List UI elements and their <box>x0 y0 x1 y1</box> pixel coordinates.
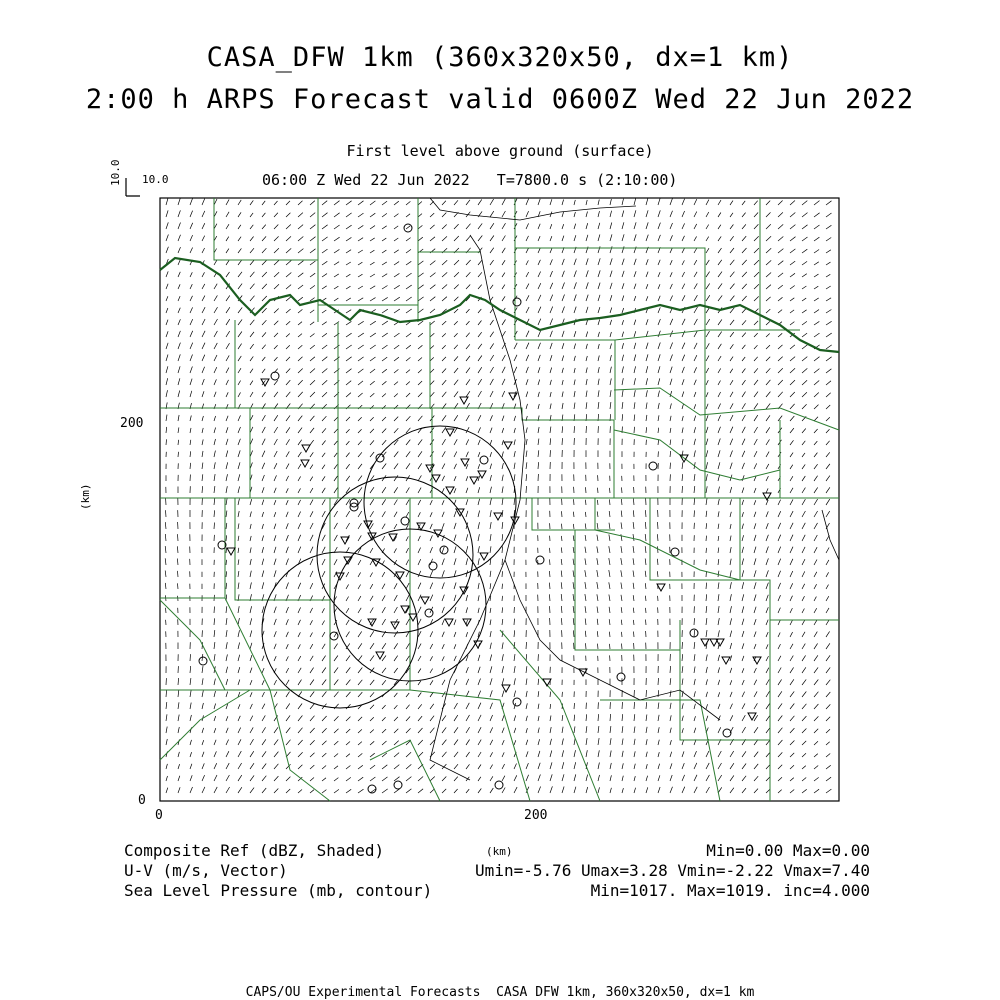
y-axis-label: (km) <box>79 483 92 510</box>
station-triangle-icon <box>446 429 454 436</box>
station-triangle-icon <box>368 619 376 626</box>
station-circle-icon <box>425 609 433 617</box>
station-triangle-icon <box>504 442 512 449</box>
y-tick-200: 200 <box>120 416 144 431</box>
legend-stats-1: Min=0.00 Max=0.00 <box>706 841 870 860</box>
legend-stats-3: Min=1017. Max=1019. inc=4.000 <box>590 881 870 900</box>
time-subtitle: 06:00 Z Wed 22 Jun 2022 T=7800.0 s (2:10:00) <box>262 171 678 189</box>
station-circle-icon <box>271 372 279 380</box>
reference-vector-icon <box>126 178 140 196</box>
station-circle-icon <box>649 462 657 470</box>
station-triangle-icon <box>502 685 510 692</box>
wind-vectors <box>165 198 832 793</box>
x-tick-200: 200 <box>524 808 548 823</box>
legend-field-1: Composite Ref (dBZ, Shaded) <box>124 841 385 860</box>
station-circle-icon <box>513 698 521 706</box>
level-subtitle: First level above ground (surface) <box>346 142 654 160</box>
station-circle-icon <box>199 657 207 665</box>
station-circle-icon <box>429 562 437 570</box>
station-triangle-icon <box>763 493 771 500</box>
station-circle-icon <box>513 298 521 306</box>
station-triangle-icon <box>432 475 440 482</box>
station-circle-icon <box>617 673 625 681</box>
x-tick-0: 0 <box>155 808 163 823</box>
legend-stats-2: Umin=-5.76 Umax=3.28 Vmin=-2.22 Vmax=7.40 <box>475 861 870 880</box>
station-triangle-icon <box>748 713 756 720</box>
vector-reference-horizontal: 10.0 <box>142 173 169 186</box>
station-triangle-icon <box>480 553 488 560</box>
red-river-border <box>160 258 839 352</box>
station-triangle-icon <box>301 460 309 467</box>
county-borders <box>160 198 839 801</box>
station-circle-icon <box>536 556 544 564</box>
station-triangle-icon <box>494 513 502 520</box>
legend-field-2: U-V (m/s, Vector) <box>124 861 288 880</box>
y-tick-0: 0 <box>138 793 146 808</box>
station-triangle-icon <box>460 397 468 404</box>
plot-frame <box>160 198 839 801</box>
station-circle-icon <box>671 548 679 556</box>
title-line-2: 2:00 h ARPS Forecast valid 0600Z Wed 22 Jun 2022 <box>85 84 915 115</box>
station-circle-icon <box>394 781 402 789</box>
station-circle-icon <box>495 781 503 789</box>
station-circle-icon <box>723 729 731 737</box>
station-triangle-icon <box>446 487 454 494</box>
x-axis-label: (km) <box>486 845 513 858</box>
station-triangle-icon <box>302 445 310 452</box>
footer-credit: CAPS/OU Experimental Forecasts CASA DFW 1km, 360x320x50, dx=1 km <box>245 985 755 1000</box>
station-triangle-icon <box>421 597 429 604</box>
vector-reference-vertical: 10.0 <box>109 159 122 186</box>
station-circle-icon <box>330 632 338 640</box>
legend-field-3: Sea Level Pressure (mb, contour) <box>124 881 433 900</box>
station-triangle-icon <box>722 657 730 664</box>
station-circle-icon <box>480 456 488 464</box>
station-circle-icon <box>401 517 409 525</box>
station-triangle-icon <box>396 572 404 579</box>
station-triangle-icon <box>701 639 709 646</box>
station-triangle-icon <box>445 619 453 626</box>
station-triangle-icon <box>376 652 384 659</box>
station-triangle-icon <box>227 548 235 555</box>
station-circle-icon <box>404 224 412 232</box>
wind-vector-arrows <box>165 198 832 793</box>
title-line-1: CASA_DFW 1km (360x320x50, dx=1 km) <box>206 42 794 73</box>
station-triangle-icon <box>470 477 478 484</box>
station-triangle-icon <box>509 393 517 400</box>
